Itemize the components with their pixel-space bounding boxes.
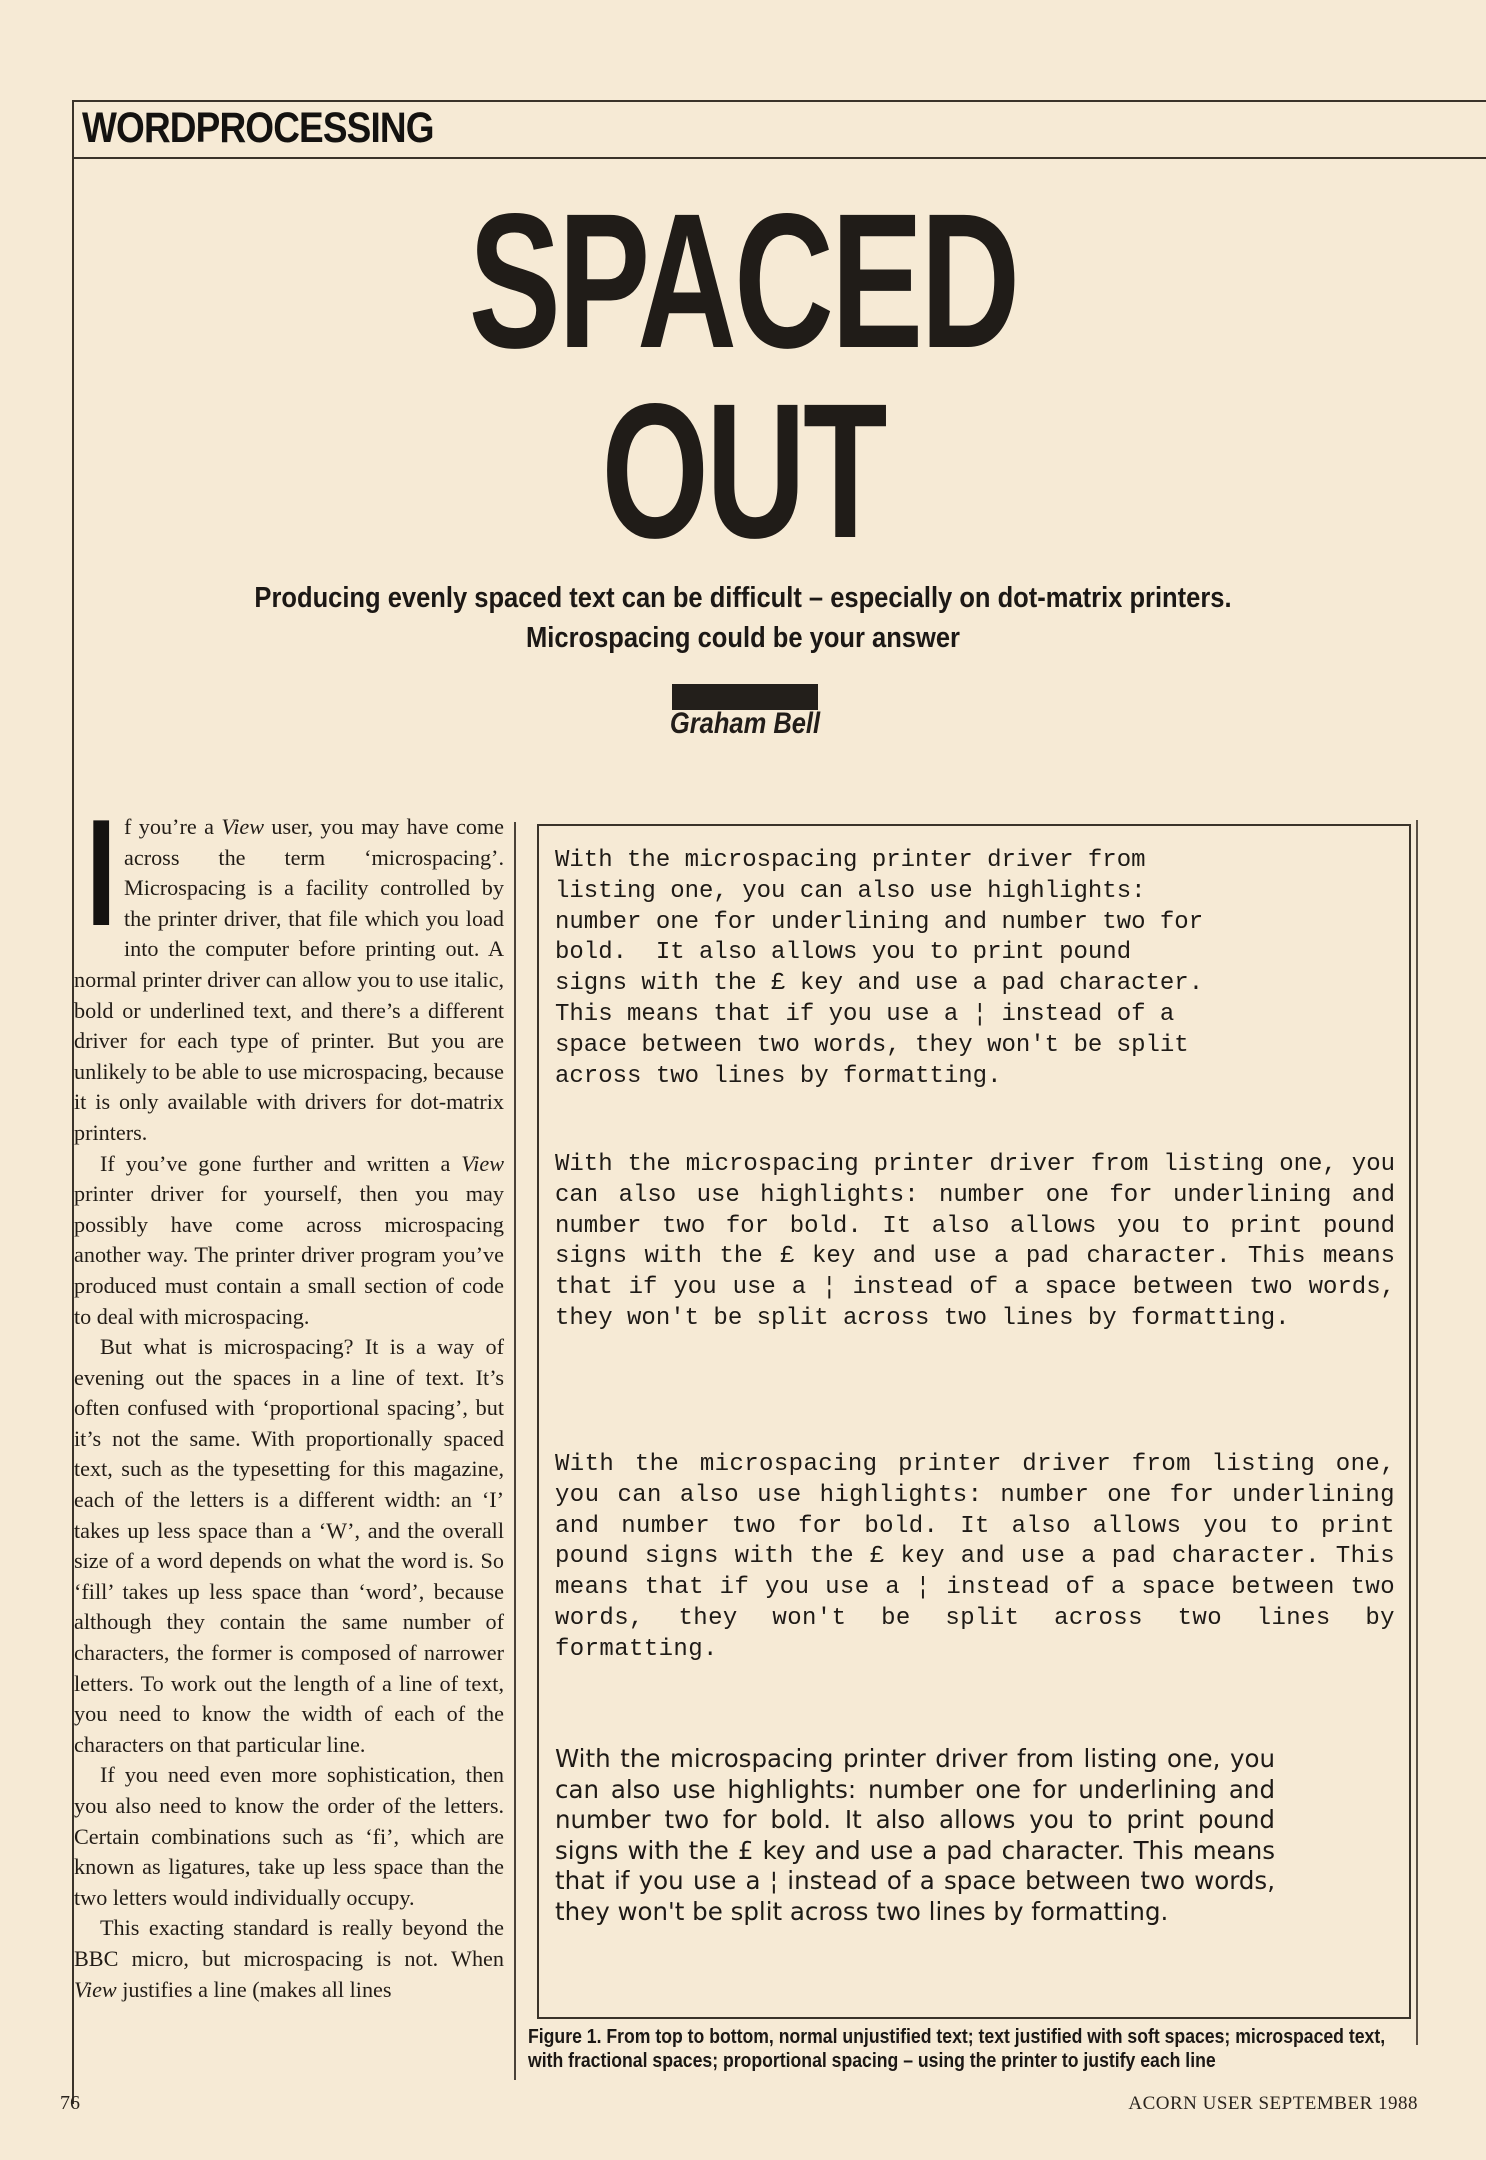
figure-microspaced-text: With the microspacing printer driver from listing one, you can also use highlights: number one for underlining and number two for bold. It also allows you to print pound signs with the £ key and use a pad character. This means that if you use a ¦ instead of a space between two words, they won't be split across two lines by formatting. xyxy=(555,1451,1395,1663)
body-text: If you’ve gone further and written a xyxy=(100,1150,462,1176)
figure-unjustified-text: With the microspacing printer driver from listing one, you can also use highlights: number one for underlining and number two for bold. It also allows you to print pound signs with the £ key and use a pad character. This means that if you use a ¦ instead of a space between two words, they won't be split across two lines by formatting. xyxy=(555,847,1204,1090)
body-paragraph-4: If you need even more sophistication, then you also need to know the order of the letters. Certain combinations such as ‘fi’, which are known as ligatures, take up less space than the two letters would individually occupy. xyxy=(74,1762,504,1910)
figure-right-rule xyxy=(1416,820,1418,2045)
section-label: WORDPROCESSING xyxy=(82,104,434,152)
headline-line-1: SPACED xyxy=(468,173,1018,388)
body-paragraph-2 xyxy=(74,1149,504,1333)
figure-proportional-text: With the microspacing printer driver from listing one, you can also use highlights: number one for underlining and number two for bold. It also allows you to print pound signs with the £ key and use a pad character. This means that if you use a ¦ instead of a space between two words, they won't be split across two lines by formatting. xyxy=(555,1744,1275,1926)
drop-cap: I xyxy=(86,788,117,958)
body-text: justifies a line (makes all lines xyxy=(116,1976,392,2002)
top-rule xyxy=(72,100,1486,102)
body-text: user, you may have come across the term ‘microspacing’. Microspacing is a facility controlled by the printer driver, that file which you load into the computer before printing out. A normal printer driver can allow you to use italic, bold or underlined text, and there’s a different driver for each type of printer. But you are unlikely to be able to use microspacing, because it is only available with drivers for dot-matrix printers. xyxy=(74,814,504,1145)
byline: Graham Bell xyxy=(669,707,821,740)
headline-line-2: OUT xyxy=(601,363,885,578)
view-italic: View xyxy=(74,1976,117,2002)
column-rule xyxy=(514,822,516,2080)
body-paragraph-5 xyxy=(74,1913,504,2005)
standfirst: Producing evenly spaced text can be difficult – especially on dot-matrix printers. Microspacing could be your answer xyxy=(254,582,1232,654)
article-body xyxy=(74,788,504,2005)
body-text: This exacting standard is really beyond the BBC micro, but microspacing is not. When xyxy=(74,1915,504,1971)
section-rule xyxy=(72,157,1486,159)
body-text: f you’re a xyxy=(124,814,222,839)
body-paragraph-1 xyxy=(74,788,504,1149)
figure-soft-spaces-text: With the microspacing printer driver from listing one, you can also use highlights: number one for underlining and number two for bold. It also allows you to print pound signs with the £ key and use a pad character. This means that if you use a ¦ instead of a space between two words, they won't be split across two lines by formatting. xyxy=(555,1151,1395,1332)
body-paragraph-3: But what is microspacing? It is a way of evening out the spaces in a line of text. It’s often confused with ‘proportional spacing’, but it’s not the same. With proportionally spaced text, such as the typesetting for this magazine, each of the letters is a different width: an ‘I’ takes up less space than a ‘W’, and the overall size of a word depends on what the word is. So ‘fill’ takes up less space than ‘word’, because although they contain the same number of characters, the former is composed of narrower letters. To work out the length of a line of text, you need to know the width of each of the characters on that particular line. xyxy=(74,1334,504,1757)
body-text: printer driver for yourself, then you may possibly have come across microspacing another way. The printer driver program you’ve produced must contain a small section of code to deal with microspacing. xyxy=(74,1181,504,1329)
figure-caption: Figure 1. From top to bottom, normal unjustified text; text justified with soft spaces; microspaced text, with fractional spaces; proportional spacing – using the printer to justify each line xyxy=(528,2025,1386,2072)
view-italic: View xyxy=(221,814,265,839)
view-italic: View xyxy=(461,1150,504,1176)
publication-footer: ACORN USER SEPTEMBER 1988 xyxy=(1128,2093,1418,2114)
page-number: 76 xyxy=(60,2092,80,2114)
